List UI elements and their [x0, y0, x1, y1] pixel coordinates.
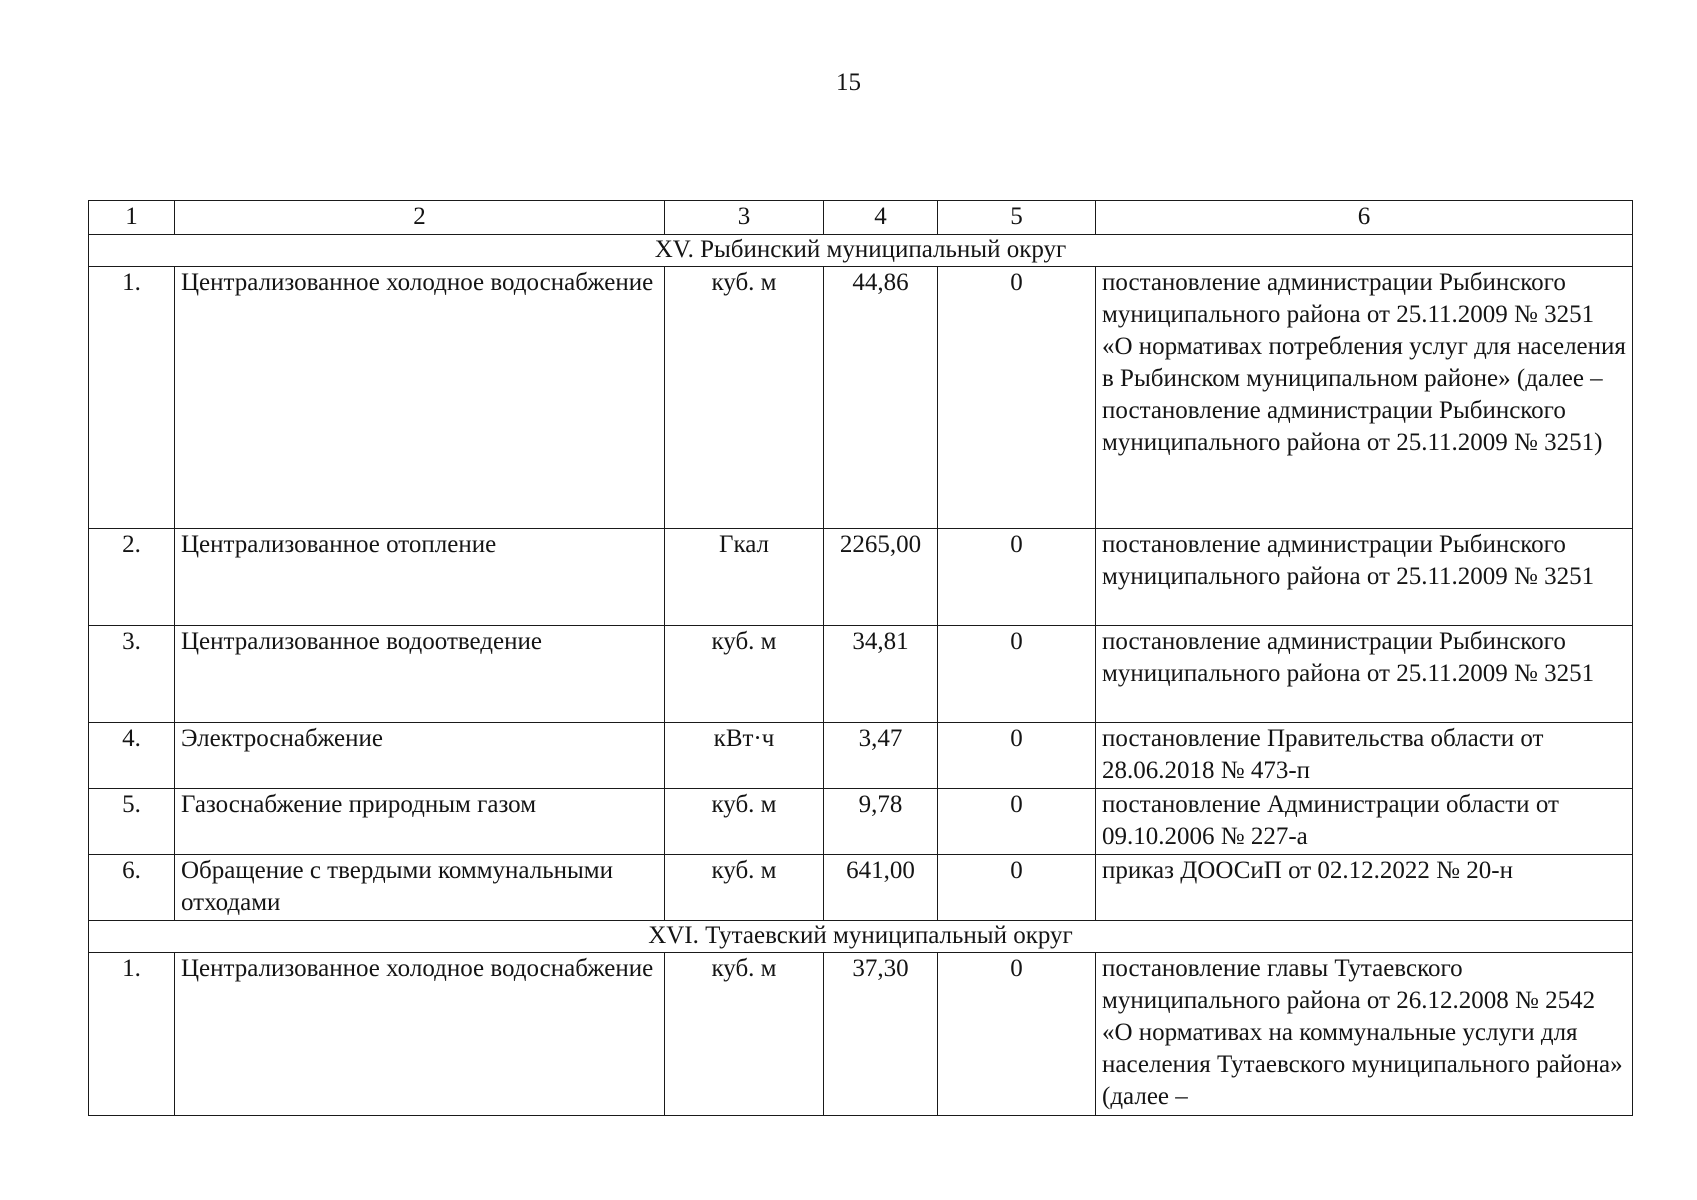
norm-value: 641,00 [824, 855, 938, 921]
service-name: Централизованное водоотведение [175, 626, 665, 723]
table-row [89, 789, 1633, 855]
unit-cell: куб. м [665, 626, 824, 723]
column-number-header: 3 [665, 201, 824, 235]
legal-document: постановление администрации Рыбинского муниципального района от 25.11.2009 № 3251 [1096, 626, 1633, 723]
table-row [89, 855, 1633, 921]
column5-value: 0 [938, 855, 1096, 921]
row-number: 1. [89, 953, 175, 1116]
column5-value: 0 [938, 626, 1096, 723]
norm-value: 3,47 [824, 723, 938, 789]
row-number: 5. [89, 789, 175, 855]
legal-document: постановление администрации Рыбинского муниципального района от 25.11.2009 № 3251 «О нормативах потребления услуг для населения в Рыбинском муниципальном районе» (далее – постановление администрации Рыбинского муниципального района от 25.11.2009 № 3251) [1096, 267, 1633, 529]
norm-value: 37,30 [824, 953, 938, 1116]
table-row [89, 267, 1633, 529]
column5-value: 0 [938, 953, 1096, 1116]
unit-cell: куб. м [665, 789, 824, 855]
norm-value: 34,81 [824, 626, 938, 723]
row-number: 1. [89, 267, 175, 529]
table-row [89, 953, 1633, 1116]
table-row [89, 626, 1633, 723]
row-number: 6. [89, 855, 175, 921]
legal-document: постановление главы Тутаевского муниципального района от 26.12.2008 № 2542 «О нормативах на коммунальные услуги для населения Тутаевского муниципального района» (далее – [1096, 953, 1633, 1116]
column5-value: 0 [938, 529, 1096, 626]
unit-cell: куб. м [665, 855, 824, 921]
section-row [89, 921, 1633, 953]
legal-document: постановление Правительства области от 28.06.2018 № 473-п [1096, 723, 1633, 789]
norm-value: 9,78 [824, 789, 938, 855]
column5-value: 0 [938, 789, 1096, 855]
column-number-header: 4 [824, 201, 938, 235]
section-row [89, 235, 1633, 267]
section-title: XVI. Тутаевский муниципальный округ [89, 921, 1633, 953]
table-row [89, 529, 1633, 626]
legal-document: приказ ДООСиП от 02.12.2022 № 20-н [1096, 855, 1633, 921]
unit-cell: Гкал [665, 529, 824, 626]
row-number: 3. [89, 626, 175, 723]
column-number-header: 6 [1096, 201, 1633, 235]
service-name: Газоснабжение природным газом [175, 789, 665, 855]
service-name: Централизованное отопление [175, 529, 665, 626]
service-name: Электроснабжение [175, 723, 665, 789]
service-name: Централизованное холодное водоснабжение [175, 267, 665, 529]
column5-value: 0 [938, 267, 1096, 529]
legal-document: постановление Администрации области от 09.10.2006 № 227-а [1096, 789, 1633, 855]
page-number: 15 [836, 69, 861, 96]
unit-cell: куб. м [665, 953, 824, 1116]
service-name: Обращение с твердыми коммунальными отходами [175, 855, 665, 921]
service-name: Централизованное холодное водоснабжение [175, 953, 665, 1116]
unit-cell: кВт·ч [665, 723, 824, 789]
column-number-header: 5 [938, 201, 1096, 235]
section-title: XV. Рыбинский муниципальный округ [89, 235, 1633, 267]
row-number: 2. [89, 529, 175, 626]
legal-document: постановление администрации Рыбинского муниципального района от 25.11.2009 № 3251 [1096, 529, 1633, 626]
norms-table [88, 200, 1633, 1116]
table-row [89, 723, 1633, 789]
table-header-row [89, 201, 1633, 235]
norm-value: 44,86 [824, 267, 938, 529]
column-number-header: 1 [89, 201, 175, 235]
row-number: 4. [89, 723, 175, 789]
norm-value: 2265,00 [824, 529, 938, 626]
column5-value: 0 [938, 723, 1096, 789]
unit-cell: куб. м [665, 267, 824, 529]
column-number-header: 2 [175, 201, 665, 235]
